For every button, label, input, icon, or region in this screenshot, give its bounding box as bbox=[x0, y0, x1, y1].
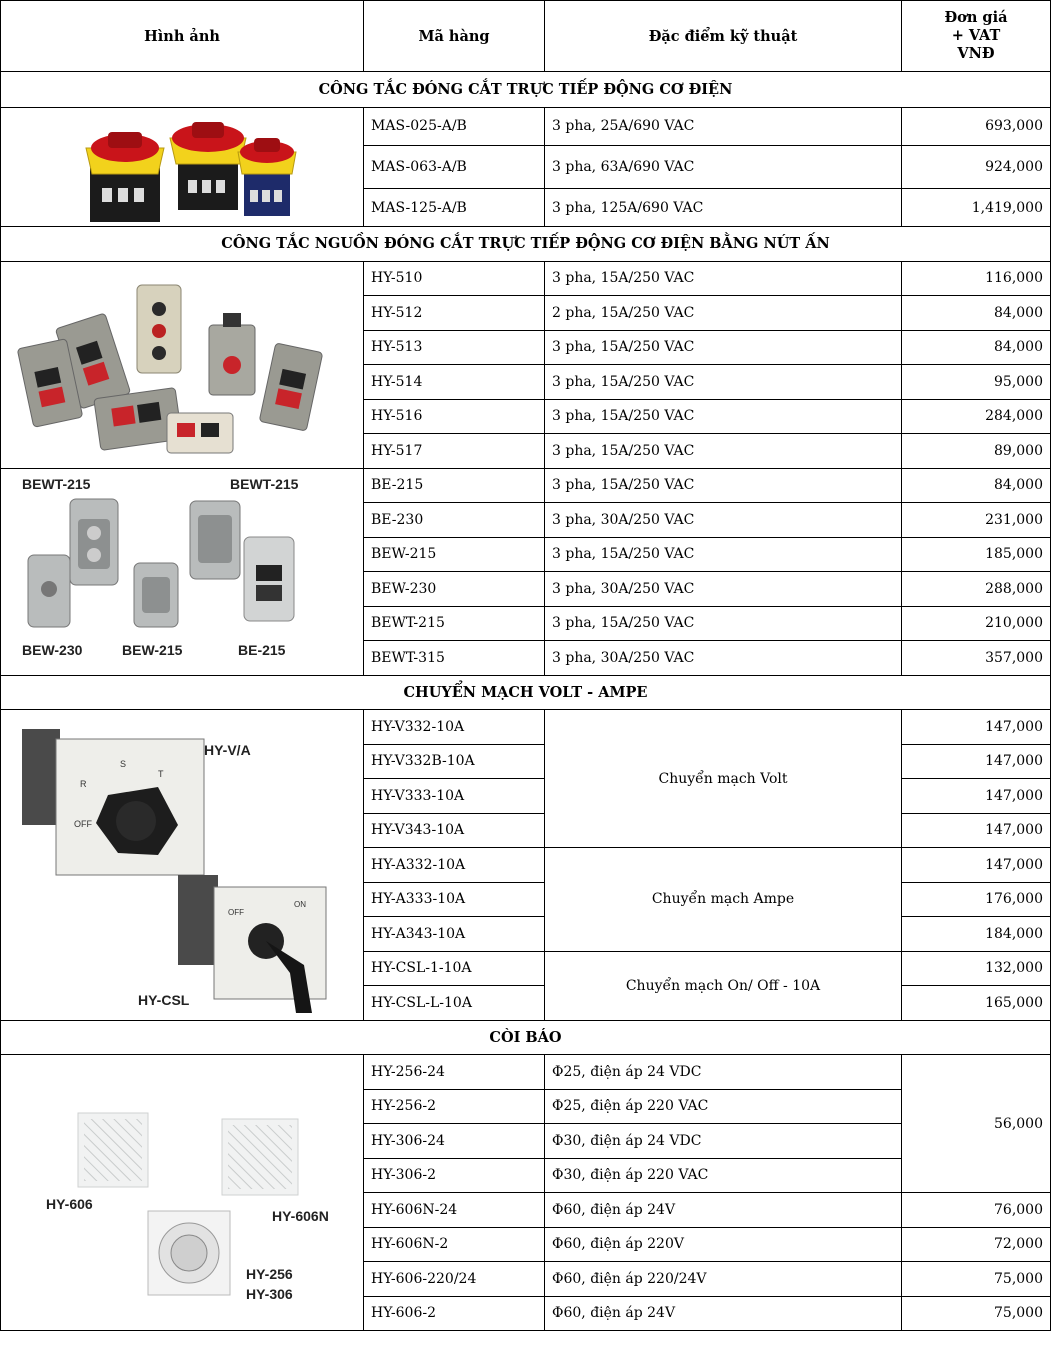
row-spec: 3 pha, 15A/250 VAC bbox=[545, 365, 902, 400]
row-code: HY-513 bbox=[364, 330, 545, 365]
row-price: 231,000 bbox=[902, 503, 1051, 538]
header-spec: Đặc điểm kỹ thuật bbox=[545, 1, 902, 72]
row-code: MAS-025-A/B bbox=[364, 108, 545, 146]
row-spec: 3 pha, 125A/690 VAC bbox=[545, 189, 902, 227]
svg-text:S: S bbox=[120, 758, 127, 769]
row-price: 288,000 bbox=[902, 572, 1051, 607]
header-row bbox=[1, 1, 1051, 72]
header-code: Mã hàng bbox=[364, 1, 545, 72]
label-be215: BE-215 bbox=[238, 642, 286, 658]
row-spec: 3 pha, 30A/250 VAC bbox=[545, 572, 902, 607]
row-spec: Φ25, điện áp 24 VDC bbox=[545, 1055, 902, 1090]
product-image-horn bbox=[1, 1055, 364, 1331]
header-price-line1: Đơn giá bbox=[944, 9, 1008, 26]
volt-switch-description: Chuyển mạch Volt bbox=[545, 710, 902, 848]
row-price: 72,000 bbox=[902, 1227, 1051, 1262]
row-price: 84,000 bbox=[902, 330, 1051, 365]
row-spec: 3 pha, 15A/250 VAC bbox=[545, 468, 902, 503]
label-hycsl: HY-CSL bbox=[138, 991, 190, 1008]
row-spec: 3 pha, 15A/250 VAC bbox=[545, 399, 902, 434]
row-price: 165,000 bbox=[902, 986, 1051, 1021]
row-code: HY-V333-10A bbox=[364, 779, 545, 814]
row-spec: Φ30, điện áp 220 VAC bbox=[545, 1158, 902, 1193]
row-price: 147,000 bbox=[902, 744, 1051, 779]
onoff-switch-description: Chuyển mạch On/ Off - 10A bbox=[545, 951, 902, 1020]
table-row bbox=[1, 1055, 1051, 1090]
row-code: HY-606-220/24 bbox=[364, 1262, 545, 1297]
row-code: HY-CSL-L-10A bbox=[364, 986, 545, 1021]
row-code: HY-606N-2 bbox=[364, 1227, 545, 1262]
rotary-switch-image bbox=[8, 108, 364, 226]
push-button-switch-image bbox=[17, 265, 347, 465]
row-code: HY-516 bbox=[364, 399, 545, 434]
waterproof-switch-image bbox=[12, 469, 352, 674]
label-hy606n: HY-606N bbox=[272, 1207, 329, 1224]
row-price: 116,000 bbox=[902, 261, 1051, 296]
row-code: HY-306-2 bbox=[364, 1158, 545, 1193]
table-row bbox=[1, 108, 1051, 146]
row-price: 693,000 bbox=[902, 108, 1051, 146]
svg-text:OFF: OFF bbox=[74, 818, 92, 829]
row-price: 147,000 bbox=[902, 848, 1051, 883]
table-row bbox=[1, 710, 1051, 745]
row-price: 84,000 bbox=[902, 468, 1051, 503]
row-spec: Φ60, điện áp 220V bbox=[545, 1227, 902, 1262]
section-row bbox=[1, 72, 1051, 108]
row-code: HY-256-2 bbox=[364, 1089, 545, 1124]
row-code: HY-512 bbox=[364, 296, 545, 331]
label-hy606: HY-606 bbox=[46, 1195, 93, 1212]
row-price: 147,000 bbox=[902, 813, 1051, 848]
row-spec: 2 pha, 15A/250 VAC bbox=[545, 296, 902, 331]
row-code: HY-517 bbox=[364, 434, 545, 469]
label-bew230: BEW-230 bbox=[22, 642, 83, 658]
row-code: HY-V332B-10A bbox=[364, 744, 545, 779]
section-title: CÒI BÁO bbox=[1, 1020, 1051, 1055]
row-price: 147,000 bbox=[902, 779, 1051, 814]
product-image-mas bbox=[1, 108, 364, 227]
row-price: 76,000 bbox=[902, 1193, 1051, 1228]
svg-text:OFF: OFF bbox=[228, 907, 244, 917]
header-price-line3: VNĐ bbox=[957, 45, 995, 62]
header-price bbox=[902, 1, 1051, 72]
ampe-switch-description: Chuyển mạch Ampe bbox=[545, 848, 902, 952]
row-price: 284,000 bbox=[902, 399, 1051, 434]
table-row bbox=[1, 261, 1051, 296]
row-price: 210,000 bbox=[902, 606, 1051, 641]
row-price: 132,000 bbox=[902, 951, 1051, 986]
row-code: HY-CSL-1-10A bbox=[364, 951, 545, 986]
row-price: 176,000 bbox=[902, 882, 1051, 917]
row-spec: 3 pha, 25A/690 VAC bbox=[545, 108, 902, 146]
row-code: MAS-125-A/B bbox=[364, 189, 545, 227]
label-hy306: HY-306 bbox=[246, 1285, 293, 1302]
row-spec: 3 pha, 30A/250 VAC bbox=[545, 641, 902, 676]
section-title: CHUYỂN MẠCH VOLT - AMPE bbox=[1, 675, 1051, 710]
row-code: BEWT-315 bbox=[364, 641, 545, 676]
row-code: HY-A343-10A bbox=[364, 917, 545, 952]
row-spec: Φ60, điện áp 220/24V bbox=[545, 1262, 902, 1297]
svg-text:T: T bbox=[158, 768, 164, 779]
product-image-hy-push bbox=[1, 261, 364, 468]
selector-switch-image bbox=[8, 715, 358, 1015]
product-image-hyva bbox=[1, 710, 364, 1021]
row-code: HY-606N-24 bbox=[364, 1193, 545, 1228]
row-code: BE-230 bbox=[364, 503, 545, 538]
row-code: HY-510 bbox=[364, 261, 545, 296]
row-price: 184,000 bbox=[902, 917, 1051, 952]
table-row bbox=[1, 468, 1051, 503]
svg-text:R: R bbox=[80, 778, 87, 789]
section-title: CÔNG TẮC ĐÓNG CẮT TRỰC TIẾP ĐỘNG CƠ ĐIỆN bbox=[1, 72, 1051, 108]
row-spec: Φ30, điện áp 24 VDC bbox=[545, 1124, 902, 1159]
section-row bbox=[1, 1020, 1051, 1055]
row-code: HY-A333-10A bbox=[364, 882, 545, 917]
row-code: BE-215 bbox=[364, 468, 545, 503]
row-price: 147,000 bbox=[902, 710, 1051, 745]
row-code: HY-256-24 bbox=[364, 1055, 545, 1090]
header-image: Hình ảnh bbox=[1, 1, 364, 72]
label-bewt215-b: BEWT-215 bbox=[230, 476, 299, 492]
row-price: 185,000 bbox=[902, 537, 1051, 572]
label-hy256: HY-256 bbox=[246, 1265, 293, 1282]
row-code: BEWT-215 bbox=[364, 606, 545, 641]
row-price: 89,000 bbox=[902, 434, 1051, 469]
row-code: HY-606-2 bbox=[364, 1296, 545, 1331]
horn-shared-price: 56,000 bbox=[902, 1055, 1051, 1193]
label-hyva: HY-V/A bbox=[204, 741, 251, 758]
row-spec: 3 pha, 30A/250 VAC bbox=[545, 503, 902, 538]
row-code: MAS-063-A/B bbox=[364, 145, 545, 189]
row-spec: Φ60, điện áp 24V bbox=[545, 1193, 902, 1228]
row-code: HY-514 bbox=[364, 365, 545, 400]
label-bew215: BEW-215 bbox=[122, 642, 183, 658]
section-row bbox=[1, 675, 1051, 710]
row-price: 924,000 bbox=[902, 145, 1051, 189]
svg-text:ON: ON bbox=[294, 899, 306, 909]
row-spec: 3 pha, 15A/250 VAC bbox=[545, 330, 902, 365]
header-price-line2: + VAT bbox=[951, 27, 1001, 44]
row-spec: 3 pha, 15A/250 VAC bbox=[545, 606, 902, 641]
row-price: 75,000 bbox=[902, 1262, 1051, 1297]
row-spec: 3 pha, 63A/690 VAC bbox=[545, 145, 902, 189]
row-code: HY-A332-10A bbox=[364, 848, 545, 883]
label-bewt215-a: BEWT-215 bbox=[22, 476, 91, 492]
row-spec: Φ60, điện áp 24V bbox=[545, 1296, 902, 1331]
row-price: 95,000 bbox=[902, 365, 1051, 400]
section-row bbox=[1, 227, 1051, 262]
row-spec: 3 pha, 15A/250 VAC bbox=[545, 261, 902, 296]
row-price: 75,000 bbox=[902, 1296, 1051, 1331]
row-code: BEW-215 bbox=[364, 537, 545, 572]
row-price: 1,419,000 bbox=[902, 189, 1051, 227]
row-spec: 3 pha, 15A/250 VAC bbox=[545, 434, 902, 469]
row-spec: 3 pha, 15A/250 VAC bbox=[545, 537, 902, 572]
row-code: HY-V343-10A bbox=[364, 813, 545, 848]
row-code: HY-V332-10A bbox=[364, 710, 545, 745]
row-code: BEW-230 bbox=[364, 572, 545, 607]
row-price: 357,000 bbox=[902, 641, 1051, 676]
buzzer-image bbox=[12, 1063, 352, 1323]
row-price: 84,000 bbox=[902, 296, 1051, 331]
row-spec: Φ25, điện áp 220 VAC bbox=[545, 1089, 902, 1124]
product-image-be bbox=[1, 468, 364, 675]
row-code: HY-306-24 bbox=[364, 1124, 545, 1159]
section-title: CÔNG TẮC NGUỒN ĐÓNG CẮT TRỰC TIẾP ĐỘNG CƠ ĐIỆN BẰNG NÚT ẤN bbox=[1, 227, 1051, 262]
